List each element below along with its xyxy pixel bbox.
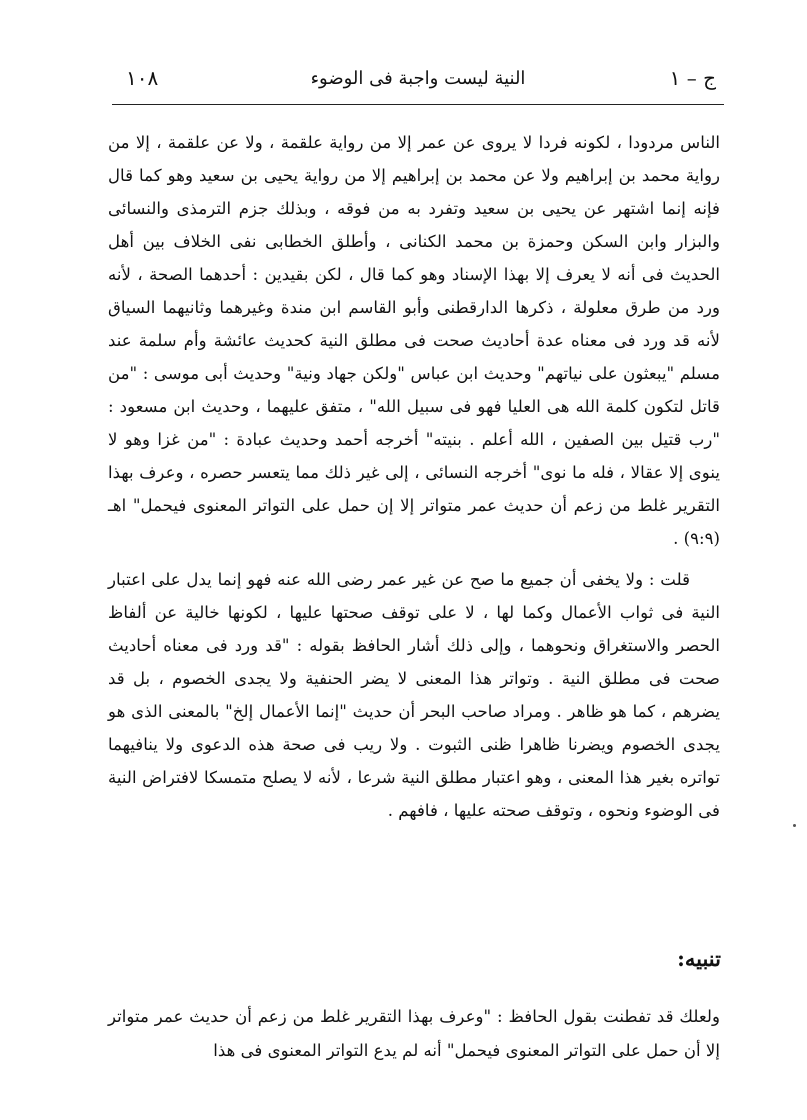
page-number: ١٠٨: [126, 66, 159, 90]
volume-label: ج – ١: [669, 66, 716, 90]
running-title: النية ليست واجبة فى الوضوء: [310, 68, 526, 89]
paragraph-hadith-discussion: الناس مردودا ، لكونه فردا لا يروى عن عمر إلا من رواية علقمة ، ولا عن علقمة ، إلا من رواية محمد بن إبراهيم ولا عن محمد بن إبراهيم إلا من رواية يحيى بن سعيد وهو كما قال فإنه إنما اشتهر عن يحيى بن سعيد وتفرد به من فوقه ، وبذلك جزم الترمذى والنسائى والبزار وابن السكن وحمزة بن محمد الكنانى ، وأطلق الخطابى نفى الخلاف بين أهل الحديث فى أنه لا يعرف إلا بهذا الإسناد وهو كما قال ، لكن بقيدين : أحدهما الصحة ، لأنه ورد من طرق معلولة ، ذكرها الدارقطنى وأبو القاسم ابن مندة وغيرهما وثانيهما السياق لأنه قد ورد فى معناه عدة أحاديث صحت فى مطلق النية كحديث عائشة وأم سلمة عند مسلم "يبعثون على نياتهم" وحديث ابن عباس "ولكن جهاد ونية" وحديث أبى موسى : "من قاتل لتكون كلمة الله هى العليا فهو فى سبيل الله" ، متفق عليهما ، وحديث ابن مسعود : "رب قتيل بين الصفين ، الله أعلم . بنيته" أخرجه أحمد وحديث عبادة : "من غزا وهو لا ينوى إلا عقالا ، فله ما نوى" أخرجه النسائى ، إلى غير ذلك مما يتعسر حصره ، وعرف بهذا التقرير غلط من زعم أن حديث عمر متواتر إلا إن حمل على التواتر المعنوى فيحمل" اهـ (٩:٩) .: [108, 133, 720, 548]
note-heading: تنبيه:: [677, 946, 721, 971]
page-header: [112, 60, 724, 104]
scan-speck: [793, 824, 796, 827]
note-body: [108, 1000, 720, 1068]
main-text: [108, 126, 720, 827]
paragraph-author-comment: قلت : ولا يخفى أن جميع ما صح عن غير عمر رضى الله عنه فهو إنما يدل على اعتبار النية فى ثواب الأعمال وكما لها ، لا على توقف صحتها عليها ، لكونها خالية عن ألفاظ الحصر والاستغراق ونحوهما ، وإلى ذلك أشار الحافظ بقوله : "قد ورد فى معناه أحاديث صحت فى مطلق النية . وتواتر هذا المعنى لا يضر الحنفية ولا يجدى الخصوم ، بل قد يضرهم ، كما هو ظاهر . ومراد صاحب البحر أن حديث "إنما الأعمال إلخ" بالمعنى الذى هو يجدى الخصوم ويضرنا ظاهرا ظنى الثبوت . ولا ريب فى صحة هذه الدعوى ولا ينافيهما تواتره بغير هذا المعنى ، وهو اعتبار مطلق النية شرعا ، لأنه لا يصلح متمسكا لافتراض النية فى الوضوء ونحوه ، وتوقف صحته عليها ، فافهم .: [108, 570, 720, 820]
note-paragraph: ولعلك قد تفطنت بقول الحافظ : "وعرف بهذا التقرير غلط من زعم أن حديث عمر متواتر إلا أن حمل على التواتر المعنوى فيحمل" أنه لم يدع التواتر المعنوى فى هذا: [108, 1007, 720, 1060]
header-divider: [112, 104, 724, 105]
